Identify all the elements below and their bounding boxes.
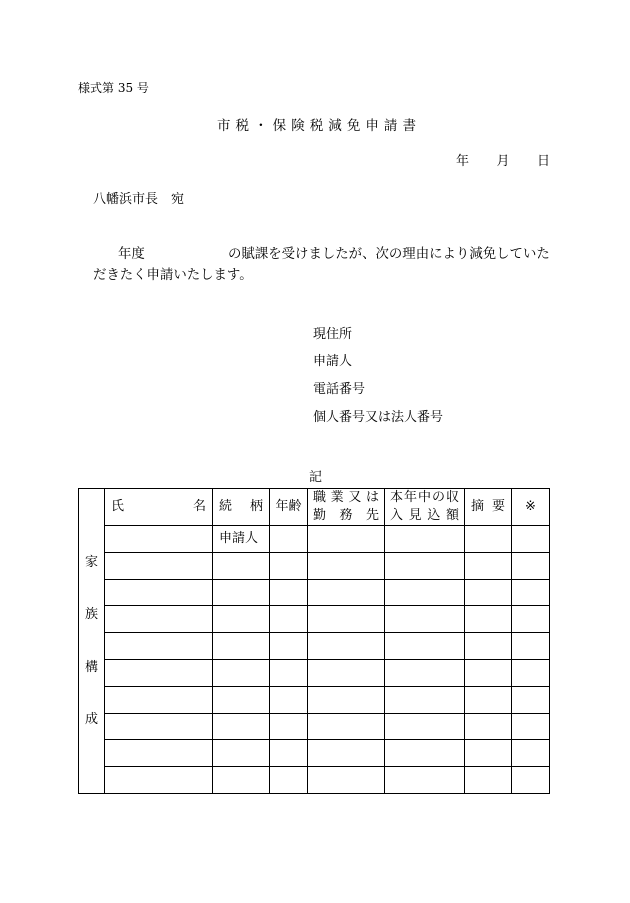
cell-mark (512, 714, 550, 741)
cell-occupation (308, 740, 385, 767)
cell-age (270, 714, 308, 741)
header-remarks-text (471, 500, 505, 514)
glyph: 名 (192, 499, 206, 514)
cell-relationship (213, 740, 270, 767)
glyph: の (388, 247, 403, 262)
date-year-label: 年 (456, 154, 470, 169)
cell-occupation (308, 580, 385, 607)
glyph: 込 (427, 508, 441, 523)
cell-remarks (465, 633, 512, 660)
cell-remarks (465, 767, 512, 794)
glyph: 本 (390, 490, 404, 505)
glyph: て (509, 247, 523, 262)
request-text-line-1 (228, 248, 550, 262)
glyph: 申 (365, 118, 379, 134)
cell-mark (512, 740, 550, 767)
phone-label: 電話番号 (313, 382, 366, 397)
glyph: が (348, 247, 363, 262)
cell-income (385, 633, 465, 660)
cell-income (385, 740, 465, 767)
cell-remarks (465, 606, 512, 633)
glyph: 要 (491, 499, 505, 514)
cell-relationship (213, 660, 270, 687)
cell-age (270, 633, 308, 660)
glyph: 市 (217, 118, 231, 134)
applicant-label: 申請人 (313, 354, 353, 369)
family-composition-label (85, 556, 98, 726)
cell-mark (512, 606, 550, 633)
header-age: 年齢 (270, 489, 308, 526)
id-number-label: 個人番号又は法人番号 (313, 410, 444, 425)
date-month-label: 月 (496, 154, 510, 169)
header-income-line-2 (390, 507, 459, 525)
cell-relationship (213, 714, 270, 741)
glyph: 、 (362, 247, 376, 262)
glyph: 務 (339, 508, 353, 523)
cell-age (270, 580, 308, 607)
cell-age (270, 740, 308, 767)
header-relationship (213, 489, 270, 526)
header-name (105, 489, 213, 526)
glyph: 課 (254, 247, 269, 262)
glyph: 氏 (111, 499, 125, 514)
glyph: を (268, 247, 282, 262)
cell-age (270, 606, 308, 633)
addressee: 八幡浜市長 宛 (93, 192, 185, 207)
glyph: 柄 (249, 499, 263, 514)
glyph: 中 (417, 490, 431, 505)
glyph: い (522, 247, 537, 262)
glyph: 請 (383, 118, 398, 134)
cell-occupation (308, 606, 385, 633)
glyph: 業 (330, 490, 344, 505)
glyph: 族 (84, 607, 98, 623)
cell-name (105, 580, 213, 607)
family-composition-table (78, 488, 550, 794)
cell-name (105, 606, 213, 633)
cell-income (385, 687, 465, 714)
glyph: の (431, 490, 445, 505)
cell-remarks (465, 740, 512, 767)
cell-relationship (213, 633, 270, 660)
cell-mark (512, 526, 550, 553)
cell-name (105, 740, 213, 767)
glyph: 額 (445, 508, 459, 523)
cell-relationship (213, 767, 270, 794)
glyph: 税 (235, 118, 250, 134)
glyph: 税 (309, 118, 324, 134)
cell-mark (512, 660, 550, 687)
glyph: 理 (402, 247, 416, 262)
date-day-label: 日 (536, 154, 550, 169)
glyph: り (455, 247, 470, 262)
cell-mark (512, 553, 550, 580)
glyph: 成 (84, 711, 98, 727)
glyph: 見 (408, 508, 422, 523)
glyph: に (429, 247, 443, 262)
cell-income (385, 767, 465, 794)
cell-relationship (213, 580, 270, 607)
cell-income (385, 660, 465, 687)
cell-remarks (465, 553, 512, 580)
cell-name (105, 714, 213, 741)
cell-relationship (213, 687, 270, 714)
header-remarks (465, 489, 512, 526)
glyph: ・ (254, 118, 268, 134)
cell-remarks (465, 660, 512, 687)
cell-remarks (465, 526, 512, 553)
cell-age (270, 767, 308, 794)
cell-occupation (308, 553, 385, 580)
glyph: し (321, 247, 336, 262)
cell-occupation (308, 767, 385, 794)
cell-remarks (465, 687, 512, 714)
cell-income (385, 553, 465, 580)
header-income-line-1 (390, 489, 459, 507)
glyph: 勤 (313, 508, 327, 523)
note-heading: 記 (309, 470, 323, 485)
cell-relationship (213, 606, 270, 633)
cell-relationship (213, 553, 270, 580)
glyph: ま (308, 247, 322, 262)
document-title (217, 119, 416, 133)
cell-age (270, 687, 308, 714)
glyph: 賦 (241, 247, 255, 262)
cell-occupation (308, 633, 385, 660)
glyph: た (536, 247, 550, 262)
cell-occupation (308, 714, 385, 741)
glyph: 続 (219, 499, 233, 514)
glyph: 減 (328, 118, 342, 134)
form-number: 様式第 35 号 (78, 81, 149, 95)
cell-remarks (465, 714, 512, 741)
glyph: 書 (402, 118, 416, 134)
glyph: 険 (291, 118, 305, 134)
cell-income (385, 606, 465, 633)
cell-occupation (308, 660, 385, 687)
cell-mark (512, 767, 550, 794)
address-label: 現住所 (313, 327, 353, 342)
cell-name (105, 660, 213, 687)
cell-age (270, 660, 308, 687)
glyph: 年 (403, 490, 417, 505)
glyph: 免 (346, 118, 361, 134)
header-mark: ※ (512, 489, 550, 526)
cell-income (385, 714, 465, 741)
header-income (385, 489, 465, 526)
glyph: 保 (272, 118, 287, 134)
glyph: 入 (390, 508, 404, 523)
header-relationship-text (219, 500, 263, 514)
cell-age (270, 553, 308, 580)
glyph: 又 (348, 490, 362, 505)
request-text-line-2: だきたく申請いたします。 (93, 268, 253, 283)
header-name-text (111, 500, 206, 514)
header-occupation-line-1 (313, 489, 379, 507)
family-composition-label-cell (79, 489, 105, 794)
cell-occupation (308, 526, 385, 553)
cell-relationship: 申請人 (213, 526, 270, 553)
glyph: の (228, 247, 242, 262)
glyph: け (295, 247, 309, 262)
cell-age (270, 526, 308, 553)
glyph: 構 (84, 659, 98, 675)
glyph: 先 (365, 508, 379, 523)
glyph: よ (442, 247, 456, 262)
cell-mark (512, 687, 550, 714)
cell-mark (512, 580, 550, 607)
glyph: 家 (84, 554, 98, 570)
header-occupation (308, 489, 385, 526)
glyph: 次 (375, 247, 389, 262)
glyph: 免 (482, 247, 497, 262)
date-line (456, 155, 550, 169)
cell-occupation (308, 687, 385, 714)
glyph: は (365, 490, 379, 505)
header-occupation-line-2 (313, 507, 379, 525)
glyph: 由 (415, 247, 430, 262)
glyph: 職 (313, 490, 327, 505)
cell-name (105, 767, 213, 794)
cell-income (385, 580, 465, 607)
cell-name (105, 633, 213, 660)
glyph: 減 (469, 247, 483, 262)
fiscal-year-label: 年度 (118, 247, 145, 262)
cell-mark (512, 633, 550, 660)
glyph: 収 (445, 490, 459, 505)
cell-name (105, 526, 213, 553)
glyph: た (335, 247, 349, 262)
glyph: し (496, 247, 510, 262)
cell-income (385, 526, 465, 553)
cell-name (105, 687, 213, 714)
glyph: 摘 (471, 499, 485, 514)
cell-name (105, 553, 213, 580)
cell-remarks (465, 580, 512, 607)
glyph: 受 (281, 247, 296, 262)
